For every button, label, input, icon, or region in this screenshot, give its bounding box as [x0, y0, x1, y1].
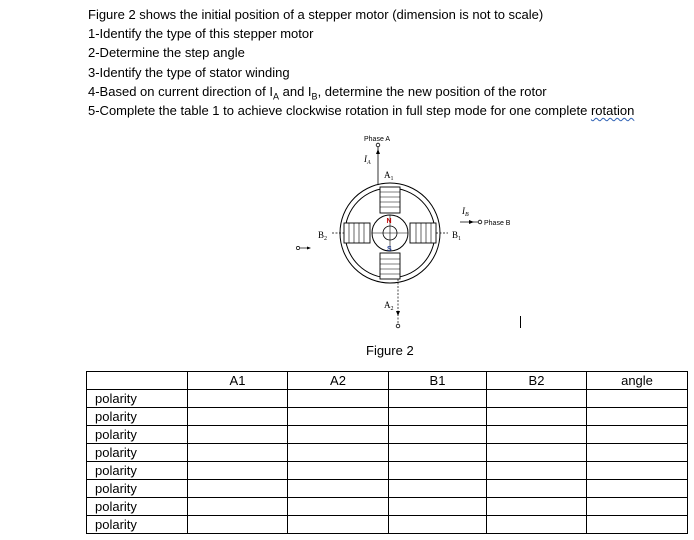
table-cell[interactable] [389, 426, 487, 444]
table-cell[interactable] [587, 498, 688, 516]
table-row [87, 498, 688, 516]
a2-label: $A_2$ [384, 300, 394, 312]
row-label: polarity [87, 390, 188, 408]
table-cell[interactable] [587, 444, 688, 462]
table-cell[interactable] [487, 462, 587, 480]
ib-label: $I_B$ [462, 206, 469, 218]
table-cell[interactable] [288, 462, 389, 480]
table-cell[interactable] [389, 516, 487, 534]
text-cursor [520, 316, 521, 328]
table-cell[interactable] [188, 390, 288, 408]
question-4: 4-Based on current direction of $I_A$ and $I_B$, determine the new position of the rotor [88, 84, 547, 102]
table-cell[interactable] [288, 426, 389, 444]
step-table [86, 371, 688, 534]
table-cell[interactable] [389, 444, 487, 462]
table-cell[interactable] [487, 390, 587, 408]
table-cell[interactable] [487, 408, 587, 426]
header-b2: B2 [487, 372, 587, 390]
table-cell[interactable] [288, 516, 389, 534]
table-cell[interactable] [389, 408, 487, 426]
table-cell[interactable] [389, 462, 487, 480]
table-cell[interactable] [288, 390, 389, 408]
rotor-south-label: S [387, 246, 392, 253]
spellcheck-word: rotation [590, 103, 635, 118]
table-cell[interactable] [587, 480, 688, 498]
ia-label: $I_A$ [364, 154, 371, 166]
table-cell[interactable] [188, 498, 288, 516]
table-cell[interactable] [288, 408, 389, 426]
table-cell[interactable] [587, 426, 688, 444]
table-cell[interactable] [487, 516, 587, 534]
b1-label: $B_1$ [452, 230, 462, 242]
table-row [87, 444, 688, 462]
table-cell[interactable] [188, 462, 288, 480]
table-cell[interactable] [288, 480, 389, 498]
row-label: polarity [87, 516, 188, 534]
table-cell[interactable] [188, 408, 288, 426]
table-header-row [87, 372, 688, 390]
table-cell[interactable] [288, 444, 389, 462]
row-label: polarity [87, 426, 188, 444]
table-cell[interactable] [389, 498, 487, 516]
table-cell[interactable] [487, 498, 587, 516]
table-cell[interactable] [487, 480, 587, 498]
table-cell[interactable] [487, 444, 587, 462]
table-row [87, 516, 688, 534]
row-label: polarity [87, 408, 188, 426]
a1-label: $A_1$ [384, 170, 394, 182]
table-cell[interactable] [188, 516, 288, 534]
header-b1: B1 [389, 372, 487, 390]
question-2: 2-Determine the step angle [88, 45, 245, 60]
row-label: polarity [87, 480, 188, 498]
header-blank [87, 372, 188, 390]
table-cell[interactable] [389, 390, 487, 408]
header-angle: angle [587, 372, 688, 390]
table-row [87, 426, 688, 444]
row-label: polarity [87, 462, 188, 480]
table-cell[interactable] [587, 462, 688, 480]
table-cell[interactable] [188, 480, 288, 498]
table-row [87, 462, 688, 480]
stepper-motor-figure [280, 130, 530, 335]
table-cell[interactable] [188, 444, 288, 462]
table-cell[interactable] [587, 408, 688, 426]
table-cell[interactable] [288, 498, 389, 516]
table-cell[interactable] [587, 516, 688, 534]
row-label: polarity [87, 444, 188, 462]
figure-caption: Figure 2 [366, 343, 414, 358]
question-3: 3-Identify the type of stator winding [88, 65, 290, 80]
phase-a-label: Phase A [364, 136, 391, 143]
rotor-north-label: N [386, 218, 392, 225]
phase-b-label: Phase B [484, 220, 511, 227]
row-label: polarity [87, 498, 188, 516]
header-a2: A2 [288, 372, 389, 390]
table-cell[interactable] [487, 426, 587, 444]
header-a1: A1 [188, 372, 288, 390]
question-intro: Figure 2 shows the initial position of a stepper motor (dimension is not to scale) [88, 7, 544, 22]
table-row [87, 390, 688, 408]
b2-label: $B_2$ [318, 230, 328, 242]
table-cell[interactable] [188, 426, 288, 444]
question-5: 5-Complete the table 1 to achieve clockwise rotation in full step mode for one complete rotation [88, 103, 635, 118]
question-1: 1-Identify the type of this stepper motor [88, 26, 314, 41]
table-cell[interactable] [389, 480, 487, 498]
table-cell[interactable] [587, 390, 688, 408]
table-row [87, 408, 688, 426]
table-row [87, 480, 688, 498]
